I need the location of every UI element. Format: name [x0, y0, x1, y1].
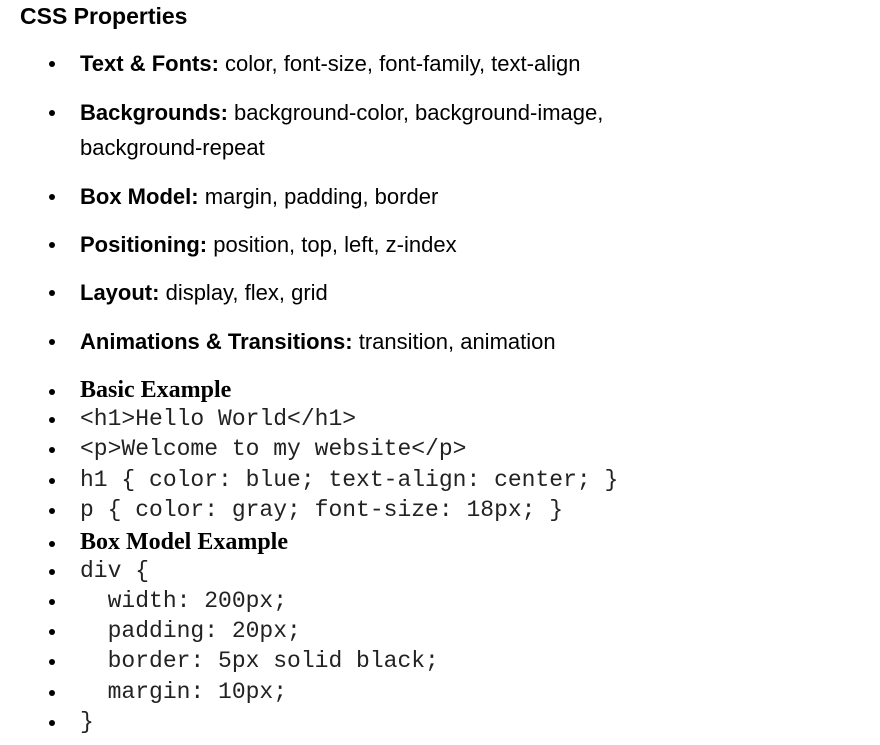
code-text: div {	[80, 558, 150, 584]
bullet-icon	[49, 599, 55, 605]
bullet-icon	[49, 447, 55, 453]
code-text: padding: 20px;	[80, 618, 301, 644]
example-heading: Box Model Example	[80, 529, 288, 555]
property-label: Backgrounds:	[80, 100, 228, 125]
property-label: Positioning:	[80, 232, 208, 257]
bullet-icon	[49, 569, 55, 575]
example-heading: Basic Example	[80, 377, 232, 403]
bullet-icon	[49, 339, 55, 345]
code-text: }	[80, 709, 94, 735]
property-label: Text & Fonts:	[80, 51, 219, 76]
bullet-icon	[49, 417, 55, 423]
property-value: color, font-size, font-family, text-align	[225, 51, 581, 76]
code-text: p { color: gray; font-size: 18px; }	[80, 497, 564, 523]
property-label: Animations & Transitions:	[80, 329, 353, 354]
bullet-icon	[49, 61, 55, 67]
code-text: width: 200px;	[80, 588, 288, 614]
bullet-icon	[49, 290, 55, 296]
code-text: <p>Welcome to my website</p>	[80, 436, 467, 462]
property-value: transition, animation	[358, 329, 556, 354]
bullet-icon	[49, 720, 55, 726]
property-value: background-color, background-image, background-repeat	[80, 100, 604, 160]
property-label: Layout:	[80, 280, 160, 305]
property-value: display, flex, grid	[165, 280, 328, 305]
property-value: margin, padding, border	[204, 184, 439, 209]
code-text: border: 5px solid black;	[80, 648, 439, 674]
bullet-icon	[49, 242, 55, 248]
bullet-icon	[49, 508, 55, 514]
property-value: position, top, left, z-index	[213, 232, 457, 257]
page-title: CSS Properties	[20, 3, 188, 29]
code-text: margin: 10px;	[80, 679, 288, 705]
code-text: <h1>Hello World</h1>	[80, 406, 357, 432]
bullet-icon	[49, 690, 55, 696]
code-text: h1 { color: blue; text-align: center; }	[80, 467, 619, 493]
bullet-icon	[49, 659, 55, 665]
bullet-icon	[49, 389, 55, 395]
bullet-icon	[49, 194, 55, 200]
bullet-icon	[49, 110, 55, 116]
bullet-icon	[49, 541, 55, 547]
bullet-icon	[49, 629, 55, 635]
bullet-icon	[49, 478, 55, 484]
property-label: Box Model:	[80, 184, 199, 209]
